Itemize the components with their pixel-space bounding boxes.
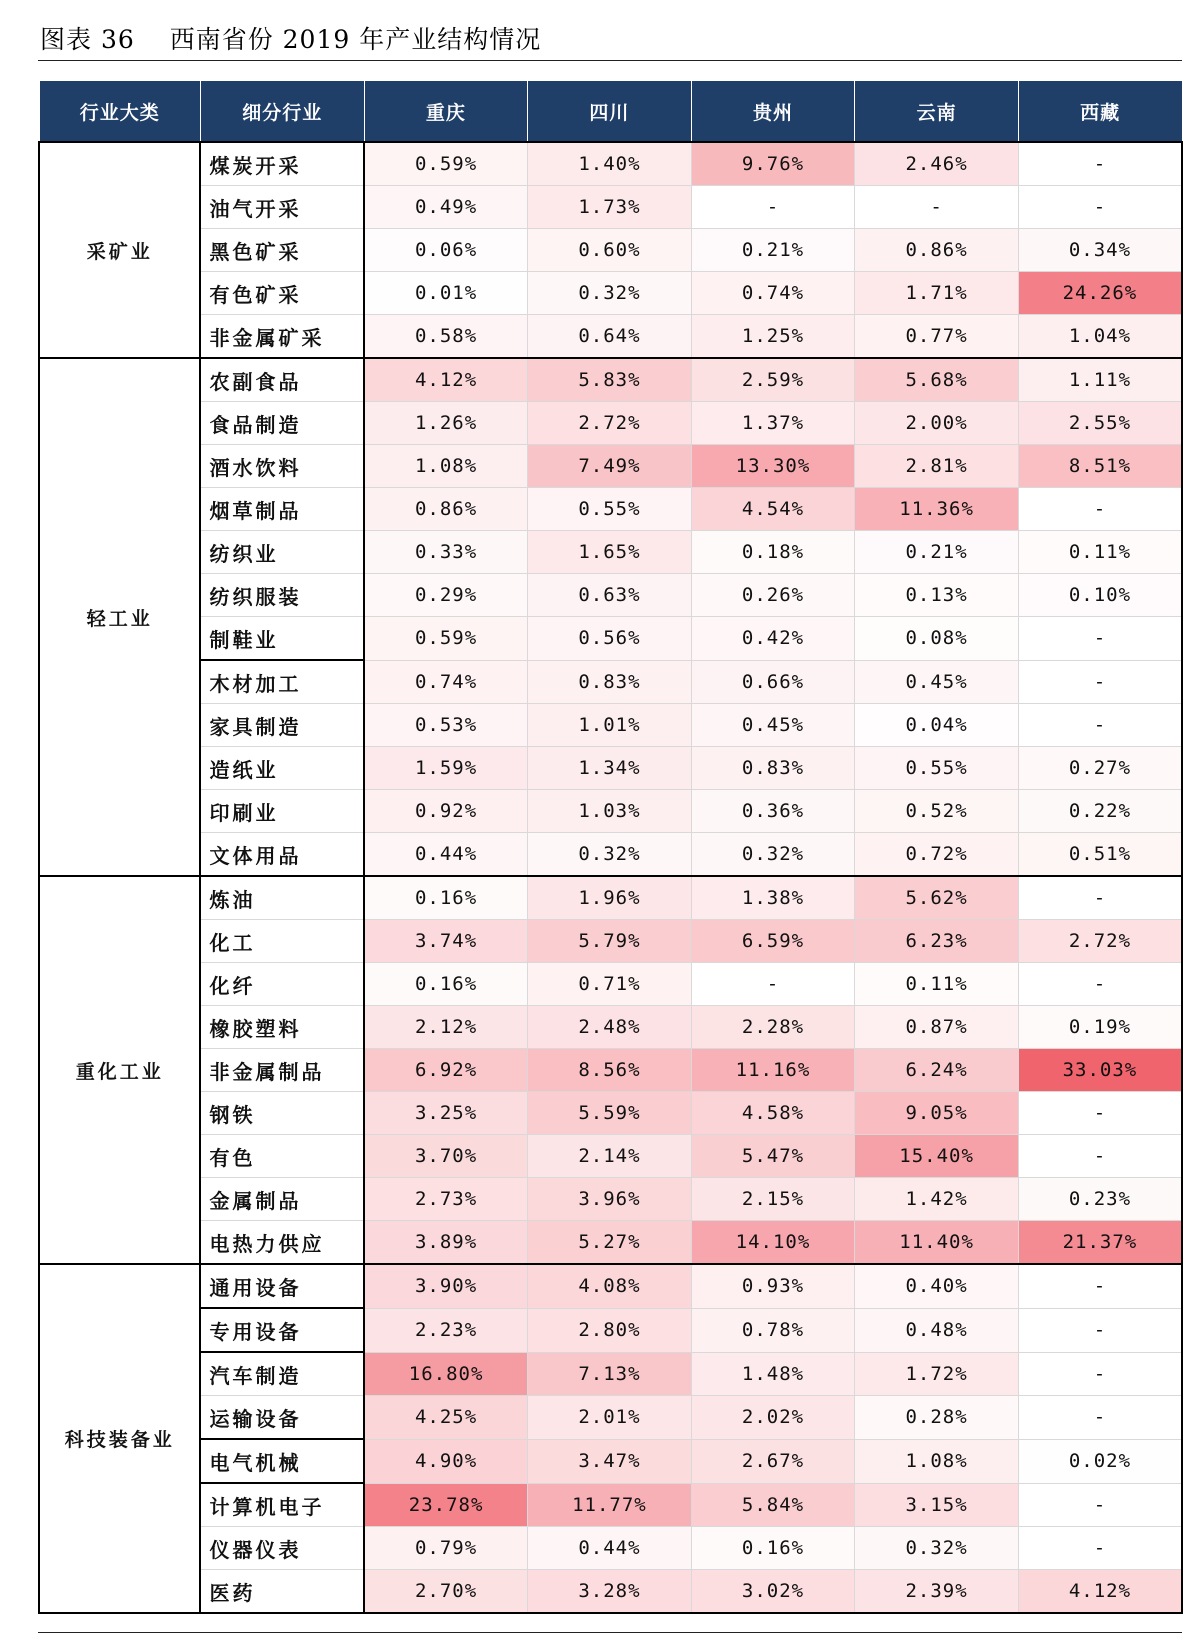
subindustry-cell: 文体用品 <box>200 833 364 877</box>
value-cell-sichuan: 0.71% <box>528 963 692 1006</box>
value-cell-guizhou: 1.38% <box>691 876 855 920</box>
table-row <box>39 531 1182 574</box>
table-row <box>39 1049 1182 1092</box>
value-cell-guizhou: 0.18% <box>691 531 855 574</box>
subindustry-cell: 计算机电子 <box>200 1483 364 1527</box>
value-cell-chongqing: 23.78% <box>364 1483 528 1527</box>
value-cell-guizhou: 5.84% <box>691 1483 855 1527</box>
subindustry-cell: 制鞋业 <box>200 617 364 661</box>
header-yunnan: 云南 <box>855 81 1019 143</box>
subindustry-cell: 印刷业 <box>200 790 364 833</box>
value-cell-chongqing: 1.08% <box>364 445 528 488</box>
value-cell-chongqing: 0.49% <box>364 186 528 229</box>
value-cell-tibet: 0.11% <box>1018 531 1182 574</box>
subindustry-cell: 电气机械 <box>200 1439 364 1483</box>
value-cell-sichuan: 2.48% <box>528 1006 692 1049</box>
value-cell-tibet: 0.02% <box>1018 1439 1182 1483</box>
value-cell-tibet: - <box>1018 660 1182 704</box>
value-cell-guizhou: 0.32% <box>691 833 855 877</box>
value-cell-tibet: 0.34% <box>1018 229 1182 272</box>
value-cell-yunnan: 0.45% <box>855 660 1019 704</box>
value-cell-chongqing: 3.70% <box>364 1135 528 1178</box>
table-row <box>39 229 1182 272</box>
header-tibet: 西藏 <box>1018 81 1182 143</box>
value-cell-yunnan: 0.04% <box>855 704 1019 747</box>
value-cell-yunnan: 3.15% <box>855 1483 1019 1527</box>
value-cell-tibet: - <box>1018 963 1182 1006</box>
value-cell-yunnan: - <box>855 186 1019 229</box>
value-cell-sichuan: 4.08% <box>528 1264 692 1308</box>
value-cell-yunnan: 11.40% <box>855 1221 1019 1265</box>
value-cell-guizhou: 0.45% <box>691 704 855 747</box>
subindustry-cell: 油气开采 <box>200 186 364 229</box>
table-row <box>39 402 1182 445</box>
value-cell-sichuan: 5.59% <box>528 1092 692 1135</box>
value-cell-tibet: 2.72% <box>1018 920 1182 963</box>
subindustry-cell: 炼油 <box>200 876 364 920</box>
value-cell-yunnan: 0.52% <box>855 790 1019 833</box>
header-category: 行业大类 <box>39 81 200 143</box>
value-cell-chongqing: 3.25% <box>364 1092 528 1135</box>
value-cell-tibet: - <box>1018 1352 1182 1396</box>
subindustry-cell: 烟草制品 <box>200 488 364 531</box>
value-cell-sichuan: 2.72% <box>528 402 692 445</box>
value-cell-sichuan: 1.03% <box>528 790 692 833</box>
value-cell-yunnan: 11.36% <box>855 488 1019 531</box>
value-cell-guizhou: 3.02% <box>691 1570 855 1614</box>
value-cell-sichuan: 2.80% <box>528 1308 692 1352</box>
category-cell: 科技装备业 <box>39 1264 200 1613</box>
subindustry-cell: 农副食品 <box>200 358 364 402</box>
value-cell-yunnan: 0.11% <box>855 963 1019 1006</box>
value-cell-chongqing: 2.73% <box>364 1178 528 1221</box>
value-cell-tibet: 1.11% <box>1018 358 1182 402</box>
value-cell-chongqing: 0.01% <box>364 272 528 315</box>
value-cell-sichuan: 0.32% <box>528 272 692 315</box>
value-cell-chongqing: 0.53% <box>364 704 528 747</box>
table-row <box>39 617 1182 661</box>
value-cell-chongqing: 0.92% <box>364 790 528 833</box>
value-cell-chongqing: 0.06% <box>364 229 528 272</box>
value-cell-tibet: 0.51% <box>1018 833 1182 877</box>
value-cell-tibet: 4.12% <box>1018 1570 1182 1614</box>
value-cell-sichuan: 0.64% <box>528 315 692 359</box>
table-row <box>39 1570 1182 1614</box>
value-cell-tibet: - <box>1018 1264 1182 1308</box>
value-cell-sichuan: 0.83% <box>528 660 692 704</box>
value-cell-tibet: 21.37% <box>1018 1221 1182 1265</box>
value-cell-guizhou: 0.66% <box>691 660 855 704</box>
value-cell-guizhou: 14.10% <box>691 1221 855 1265</box>
subindustry-cell: 纺织服装 <box>200 574 364 617</box>
value-cell-guizhou: 0.21% <box>691 229 855 272</box>
value-cell-guizhou: 11.16% <box>691 1049 855 1092</box>
table-row <box>39 1439 1182 1483</box>
value-cell-tibet: 2.55% <box>1018 402 1182 445</box>
subindustry-cell: 有色 <box>200 1135 364 1178</box>
value-cell-yunnan: 1.42% <box>855 1178 1019 1221</box>
value-cell-guizhou: 1.48% <box>691 1352 855 1396</box>
value-cell-sichuan: 0.32% <box>528 833 692 877</box>
value-cell-chongqing: 3.90% <box>364 1264 528 1308</box>
subindustry-cell: 黑色矿采 <box>200 229 364 272</box>
value-cell-guizhou: 2.02% <box>691 1396 855 1440</box>
value-cell-tibet: - <box>1018 1527 1182 1570</box>
table-row <box>39 1264 1182 1308</box>
value-cell-tibet: - <box>1018 1135 1182 1178</box>
subindustry-cell: 食品制造 <box>200 402 364 445</box>
value-cell-yunnan: 1.71% <box>855 272 1019 315</box>
value-cell-sichuan: 1.01% <box>528 704 692 747</box>
value-cell-guizhou: 0.42% <box>691 617 855 661</box>
table-row <box>39 963 1182 1006</box>
table-row <box>39 1352 1182 1396</box>
value-cell-chongqing: 0.86% <box>364 488 528 531</box>
value-cell-yunnan: 5.62% <box>855 876 1019 920</box>
value-cell-chongqing: 3.89% <box>364 1221 528 1265</box>
value-cell-tibet: 0.23% <box>1018 1178 1182 1221</box>
value-cell-tibet: - <box>1018 876 1182 920</box>
value-cell-yunnan: 0.72% <box>855 833 1019 877</box>
subindustry-cell: 木材加工 <box>200 660 364 704</box>
value-cell-guizhou: 0.16% <box>691 1527 855 1570</box>
value-cell-chongqing: 0.33% <box>364 531 528 574</box>
header-chongqing: 重庆 <box>364 81 528 143</box>
value-cell-guizhou: 2.67% <box>691 1439 855 1483</box>
value-cell-chongqing: 3.74% <box>364 920 528 963</box>
value-cell-sichuan: 1.40% <box>528 142 692 186</box>
table-row <box>39 1483 1182 1527</box>
value-cell-guizhou: 2.28% <box>691 1006 855 1049</box>
table-row <box>39 272 1182 315</box>
category-cell: 轻工业 <box>39 358 200 876</box>
value-cell-yunnan: 0.32% <box>855 1527 1019 1570</box>
subindustry-cell: 橡胶塑料 <box>200 1006 364 1049</box>
table-row <box>39 833 1182 877</box>
table-row <box>39 488 1182 531</box>
value-cell-yunnan: 5.68% <box>855 358 1019 402</box>
value-cell-tibet: 0.10% <box>1018 574 1182 617</box>
value-cell-yunnan: 6.24% <box>855 1049 1019 1092</box>
value-cell-tibet: 1.04% <box>1018 315 1182 359</box>
value-cell-chongqing: 4.12% <box>364 358 528 402</box>
table-row <box>39 1135 1182 1178</box>
value-cell-yunnan: 9.05% <box>855 1092 1019 1135</box>
subindustry-cell: 煤炭开采 <box>200 142 364 186</box>
value-cell-guizhou: 4.54% <box>691 488 855 531</box>
value-cell-chongqing: 0.16% <box>364 963 528 1006</box>
table-row <box>39 876 1182 920</box>
value-cell-guizhou: 0.74% <box>691 272 855 315</box>
value-cell-guizhou: 0.78% <box>691 1308 855 1352</box>
value-cell-guizhou: 2.15% <box>691 1178 855 1221</box>
value-cell-guizhou: 0.83% <box>691 747 855 790</box>
value-cell-sichuan: 5.27% <box>528 1221 692 1265</box>
value-cell-yunnan: 2.39% <box>855 1570 1019 1614</box>
table-row <box>39 1006 1182 1049</box>
table-row <box>39 574 1182 617</box>
subindustry-cell: 非金属制品 <box>200 1049 364 1092</box>
table-body <box>39 142 1182 1613</box>
value-cell-tibet: 8.51% <box>1018 445 1182 488</box>
value-cell-guizhou: 5.47% <box>691 1135 855 1178</box>
value-cell-guizhou: 4.58% <box>691 1092 855 1135</box>
value-cell-sichuan: 3.47% <box>528 1439 692 1483</box>
value-cell-yunnan: 0.40% <box>855 1264 1019 1308</box>
value-cell-chongqing: 16.80% <box>364 1352 528 1396</box>
value-cell-chongqing: 4.90% <box>364 1439 528 1483</box>
value-cell-chongqing: 6.92% <box>364 1049 528 1092</box>
value-cell-sichuan: 0.60% <box>528 229 692 272</box>
value-cell-yunnan: 0.13% <box>855 574 1019 617</box>
value-cell-tibet: 0.19% <box>1018 1006 1182 1049</box>
value-cell-yunnan: 0.21% <box>855 531 1019 574</box>
value-cell-yunnan: 0.08% <box>855 617 1019 661</box>
value-cell-tibet: - <box>1018 488 1182 531</box>
subindustry-cell: 酒水饮料 <box>200 445 364 488</box>
value-cell-chongqing: 0.16% <box>364 876 528 920</box>
table-row <box>39 1221 1182 1265</box>
value-cell-tibet: - <box>1018 617 1182 661</box>
subindustry-cell: 钢铁 <box>200 1092 364 1135</box>
header-sichuan: 四川 <box>528 81 692 143</box>
value-cell-chongqing: 1.26% <box>364 402 528 445</box>
value-cell-chongqing: 0.58% <box>364 315 528 359</box>
table-row <box>39 920 1182 963</box>
value-cell-sichuan: 2.14% <box>528 1135 692 1178</box>
value-cell-sichuan: 5.83% <box>528 358 692 402</box>
value-cell-yunnan: 0.28% <box>855 1396 1019 1440</box>
value-cell-sichuan: 0.55% <box>528 488 692 531</box>
value-cell-guizhou: - <box>691 963 855 1006</box>
subindustry-cell: 化纤 <box>200 963 364 1006</box>
table-row <box>39 747 1182 790</box>
value-cell-yunnan: 2.81% <box>855 445 1019 488</box>
table-row <box>39 660 1182 704</box>
value-cell-guizhou: - <box>691 186 855 229</box>
value-cell-sichuan: 11.77% <box>528 1483 692 1527</box>
value-cell-sichuan: 1.34% <box>528 747 692 790</box>
value-cell-chongqing: 0.59% <box>364 617 528 661</box>
value-cell-chongqing: 2.12% <box>364 1006 528 1049</box>
subindustry-cell: 非金属矿采 <box>200 315 364 359</box>
bottom-rule <box>38 1632 1182 1633</box>
value-cell-yunnan: 2.46% <box>855 142 1019 186</box>
category-cell: 采矿业 <box>39 142 200 358</box>
value-cell-tibet: 33.03% <box>1018 1049 1182 1092</box>
value-cell-guizhou: 13.30% <box>691 445 855 488</box>
value-cell-chongqing: 0.59% <box>364 142 528 186</box>
value-cell-yunnan: 0.87% <box>855 1006 1019 1049</box>
value-cell-chongqing: 0.44% <box>364 833 528 877</box>
value-cell-tibet: 0.27% <box>1018 747 1182 790</box>
subindustry-cell: 纺织业 <box>200 531 364 574</box>
table-row <box>39 1092 1182 1135</box>
value-cell-chongqing: 0.79% <box>364 1527 528 1570</box>
value-cell-guizhou: 0.26% <box>691 574 855 617</box>
value-cell-guizhou: 1.25% <box>691 315 855 359</box>
value-cell-tibet: - <box>1018 1092 1182 1135</box>
value-cell-yunnan: 1.08% <box>855 1439 1019 1483</box>
value-cell-guizhou: 0.93% <box>691 1264 855 1308</box>
table-row <box>39 1308 1182 1352</box>
figure-title: 图表 36 西南省份 2019 年产业结构情况 <box>40 25 542 54</box>
subindustry-cell: 家具制造 <box>200 704 364 747</box>
subindustry-cell: 医药 <box>200 1570 364 1614</box>
value-cell-sichuan: 3.28% <box>528 1570 692 1614</box>
category-cell: 重化工业 <box>39 876 200 1264</box>
value-cell-chongqing: 1.59% <box>364 747 528 790</box>
value-cell-yunnan: 0.86% <box>855 229 1019 272</box>
value-cell-sichuan: 1.65% <box>528 531 692 574</box>
value-cell-yunnan: 15.40% <box>855 1135 1019 1178</box>
value-cell-tibet: - <box>1018 1483 1182 1527</box>
value-cell-sichuan: 1.96% <box>528 876 692 920</box>
value-cell-guizhou: 9.76% <box>691 142 855 186</box>
value-cell-chongqing: 0.74% <box>364 660 528 704</box>
value-cell-yunnan: 1.72% <box>855 1352 1019 1396</box>
table-row <box>39 1178 1182 1221</box>
value-cell-tibet: - <box>1018 186 1182 229</box>
header-row <box>39 81 1182 143</box>
value-cell-tibet: - <box>1018 704 1182 747</box>
value-cell-yunnan: 0.55% <box>855 747 1019 790</box>
table-row <box>39 358 1182 402</box>
industry-structure-table <box>38 80 1183 1614</box>
table-row <box>39 1396 1182 1440</box>
value-cell-sichuan: 7.13% <box>528 1352 692 1396</box>
table-row <box>39 315 1182 359</box>
value-cell-sichuan: 5.79% <box>528 920 692 963</box>
value-cell-guizhou: 6.59% <box>691 920 855 963</box>
table-row <box>39 142 1182 186</box>
value-cell-yunnan: 0.77% <box>855 315 1019 359</box>
value-cell-chongqing: 4.25% <box>364 1396 528 1440</box>
table-row <box>39 1527 1182 1570</box>
value-cell-chongqing: 0.29% <box>364 574 528 617</box>
value-cell-chongqing: 2.70% <box>364 1570 528 1614</box>
subindustry-cell: 运输设备 <box>200 1396 364 1440</box>
value-cell-guizhou: 1.37% <box>691 402 855 445</box>
header-subindustry: 细分行业 <box>200 81 364 143</box>
header-guizhou: 贵州 <box>691 81 855 143</box>
subindustry-cell: 电热力供应 <box>200 1221 364 1265</box>
value-cell-chongqing: 2.23% <box>364 1308 528 1352</box>
value-cell-guizhou: 0.36% <box>691 790 855 833</box>
subindustry-cell: 化工 <box>200 920 364 963</box>
value-cell-sichuan: 7.49% <box>528 445 692 488</box>
value-cell-sichuan: 1.73% <box>528 186 692 229</box>
table-row <box>39 445 1182 488</box>
subindustry-cell: 造纸业 <box>200 747 364 790</box>
value-cell-tibet: - <box>1018 142 1182 186</box>
value-cell-sichuan: 0.44% <box>528 1527 692 1570</box>
subindustry-cell: 专用设备 <box>200 1308 364 1352</box>
value-cell-sichuan: 8.56% <box>528 1049 692 1092</box>
subindustry-cell: 金属制品 <box>200 1178 364 1221</box>
title-rule <box>38 60 1182 61</box>
value-cell-yunnan: 2.00% <box>855 402 1019 445</box>
value-cell-tibet: - <box>1018 1308 1182 1352</box>
value-cell-sichuan: 2.01% <box>528 1396 692 1440</box>
value-cell-tibet: - <box>1018 1396 1182 1440</box>
value-cell-yunnan: 6.23% <box>855 920 1019 963</box>
subindustry-cell: 通用设备 <box>200 1264 364 1308</box>
table-row <box>39 790 1182 833</box>
value-cell-sichuan: 0.63% <box>528 574 692 617</box>
value-cell-guizhou: 2.59% <box>691 358 855 402</box>
subindustry-cell: 仪器仪表 <box>200 1527 364 1570</box>
table-row <box>39 186 1182 229</box>
value-cell-yunnan: 0.48% <box>855 1308 1019 1352</box>
subindustry-cell: 汽车制造 <box>200 1352 364 1396</box>
subindustry-cell: 有色矿采 <box>200 272 364 315</box>
value-cell-sichuan: 0.56% <box>528 617 692 661</box>
value-cell-sichuan: 3.96% <box>528 1178 692 1221</box>
value-cell-tibet: 0.22% <box>1018 790 1182 833</box>
table-row <box>39 704 1182 747</box>
value-cell-tibet: 24.26% <box>1018 272 1182 315</box>
